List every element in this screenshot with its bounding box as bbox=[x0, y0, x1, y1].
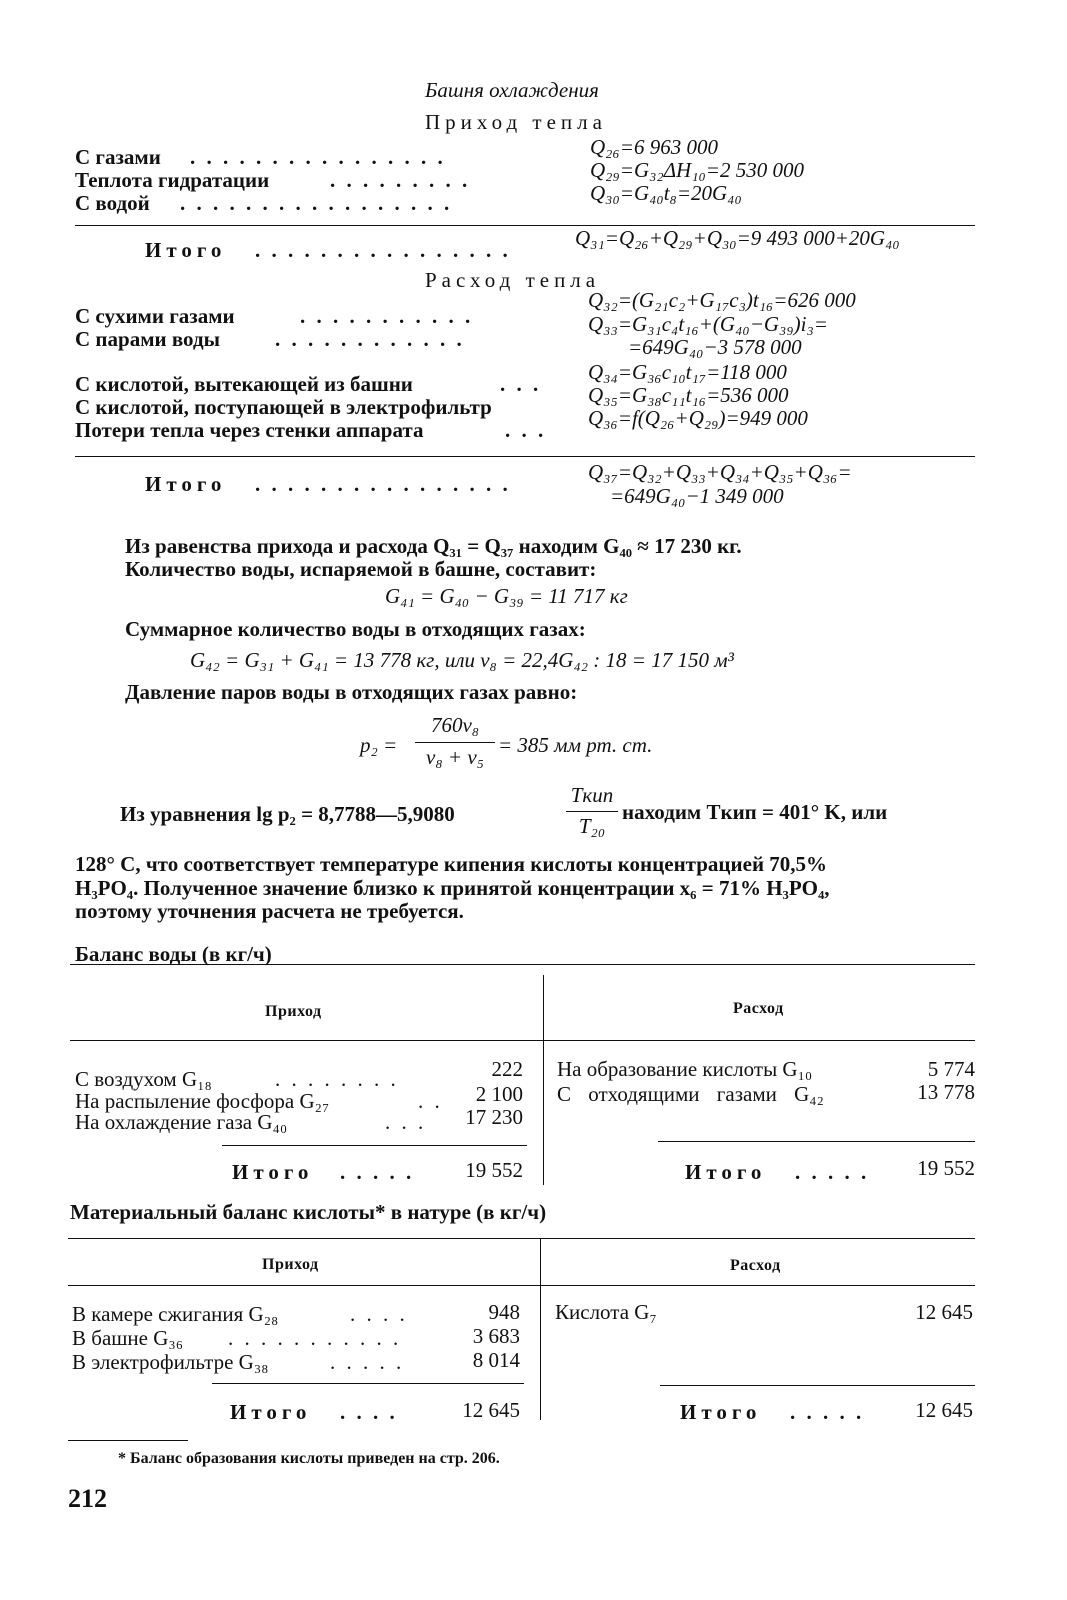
expense-formula-cont: =649G₄₀−3 578 000 bbox=[628, 335, 802, 359]
table-row-label: В электрофильтре G₃₈ bbox=[72, 1350, 269, 1374]
total-value-in: 19 552 bbox=[465, 1158, 523, 1182]
expense-total-formula-cont: =649G₄₀−1 349 000 bbox=[610, 484, 784, 508]
equation-lhs: p₂ = bbox=[360, 733, 398, 757]
leader-dots: . . . . . bbox=[330, 1350, 405, 1374]
table-title: Баланс воды (в кг/ч) bbox=[75, 942, 272, 966]
leader-dots: . . . . . . . . bbox=[275, 1067, 399, 1091]
table-column-divider bbox=[540, 1238, 541, 1420]
expense-label: Потери тепла через стенки аппарата bbox=[75, 418, 424, 442]
fraction-denominator: v₈ + v₅ bbox=[426, 745, 484, 769]
table-row-value: 948 bbox=[488, 1300, 520, 1324]
fraction-numerator: Tкип bbox=[570, 783, 614, 807]
expense-header: Расход тепла bbox=[425, 268, 601, 292]
leader-dots: . . . . . . . . . bbox=[330, 168, 471, 192]
table-top-rule bbox=[70, 964, 975, 965]
paragraph: поэтому уточнения расчета не требуется. bbox=[75, 899, 464, 923]
leader-dots: . . bbox=[418, 1089, 443, 1113]
table-row-label: С воздухом G₁₈ bbox=[75, 1067, 212, 1091]
income-label: С водой bbox=[75, 191, 150, 215]
expense-formula: Q₃₅=G₃₈c₁₁t₁₆=536 000 bbox=[588, 383, 789, 407]
paragraph: 128° С, что соответствует температуре кипения кислоты концентрацией 70,5% bbox=[75, 852, 828, 876]
fraction-denominator: T₂₀ bbox=[578, 814, 606, 838]
subtotal-rule bbox=[660, 1385, 975, 1386]
expense-formula: Q₃₆=f(Q₂₆+Q₂₉)=949 000 bbox=[588, 406, 808, 430]
column-header-out: Расход bbox=[733, 1000, 784, 1017]
equation-rhs: = 385 мм рт. ст. bbox=[498, 733, 653, 757]
table-row-value: 2 100 bbox=[475, 1082, 523, 1106]
leader-dots: . . . . . . . . . . . . . . . . bbox=[255, 238, 511, 262]
footnote-rule bbox=[68, 1440, 188, 1441]
leader-dots: . . . . bbox=[350, 1302, 408, 1326]
table-top-rule bbox=[68, 1238, 975, 1239]
income-label: С газами bbox=[75, 145, 161, 169]
total-label-out: Итого bbox=[680, 1400, 762, 1424]
footnote: * Баланс образования кислоты приведен на стр. 206. bbox=[118, 1450, 500, 1467]
leader-dots: . . . . . . . . . . . bbox=[228, 1326, 402, 1350]
paragraph: Давление паров воды в отходящих газах равно: bbox=[125, 680, 578, 704]
total-value-out: 19 552 bbox=[917, 1156, 975, 1180]
column-header-in: Приход bbox=[265, 1003, 322, 1020]
paragraph: Количество воды, испаряемой в башне, составит: bbox=[125, 557, 597, 581]
leader-dots: . . . . . . . . . . . . . . . . . bbox=[180, 191, 453, 215]
expense-label: С кислотой, вытекающей из башни bbox=[75, 372, 413, 396]
paragraph: Из уравнения lg p₂ = 8,7788—5,9080 bbox=[120, 802, 455, 826]
leader-dots: . . . . . bbox=[790, 1400, 865, 1424]
column-header-out: Расход bbox=[730, 1257, 781, 1274]
leader-dots: . . . . . . . . . . . . . . . . bbox=[190, 145, 446, 169]
total-label-in: Итого bbox=[232, 1160, 314, 1184]
income-total-label: Итого bbox=[145, 238, 227, 262]
expense-label: С парами воды bbox=[75, 327, 220, 351]
column-header-in: Приход bbox=[262, 1256, 319, 1273]
fraction-numerator: 760v₈ bbox=[430, 713, 480, 737]
income-formula: Q₂₆=6 963 000 bbox=[590, 135, 718, 159]
paragraph: находим Tкип = 401° K, или bbox=[622, 800, 888, 824]
leader-dots: . . . bbox=[505, 418, 547, 442]
fraction-bar bbox=[566, 811, 618, 812]
table-row-value: 8 014 bbox=[472, 1348, 520, 1372]
table-row-label: На распыление фосфора G₂₇ bbox=[75, 1089, 330, 1113]
subtotal-rule bbox=[658, 1141, 975, 1142]
fraction-bar bbox=[415, 742, 495, 743]
table-row-value: 5 774 bbox=[927, 1057, 975, 1081]
leader-dots: . . . . . . . . . . . . . . . . bbox=[255, 472, 511, 496]
table-title: Материальный баланс кислоты* в натуре (в кг/ч) bbox=[70, 1200, 547, 1224]
total-value-out: 12 645 bbox=[915, 1398, 973, 1422]
total-label-out: Итого bbox=[685, 1160, 767, 1184]
expense-label: С кислотой, поступающей в электрофильтр bbox=[75, 395, 492, 419]
leader-dots: . . . . . bbox=[340, 1160, 415, 1184]
table-header-rule bbox=[70, 1040, 975, 1041]
expense-total-formula: Q₃₇=Q₃₂+Q₃₃+Q₃₄+Q₃₅+Q₃₆= bbox=[588, 460, 852, 484]
subtotal-rule bbox=[212, 1383, 524, 1384]
table-row-value: 17 230 bbox=[465, 1105, 523, 1129]
income-header: Приход тепла bbox=[425, 110, 607, 134]
leader-dots: . . . bbox=[500, 372, 542, 396]
page-number: 212 bbox=[68, 1484, 107, 1513]
income-formula: Q₂₉=G₃₂ΔH₁₀=2 530 000 bbox=[590, 158, 804, 182]
divider bbox=[75, 456, 975, 457]
table-row-label: Кислота G₇ bbox=[555, 1300, 657, 1324]
paragraph: Суммарное количество воды в отходящих газах: bbox=[125, 617, 586, 641]
leader-dots: . . . . bbox=[340, 1400, 398, 1424]
paragraph: Из равенства прихода и расхода Q₃₁ = Q₃₇ находим G₄₀ ≈ 17 230 кг. bbox=[125, 534, 742, 558]
equation: G₄₂ = G₃₁ + G₄₁ = 13 778 кг, или v₈ = 22,4G₄₂ : 18 = 17 150 м³ bbox=[190, 648, 734, 672]
expense-total-label: Итого bbox=[145, 472, 227, 496]
table-column-divider bbox=[543, 975, 544, 1185]
income-label: Теплота гидратации bbox=[75, 168, 270, 192]
subtotal-rule bbox=[222, 1145, 527, 1146]
total-value-in: 12 645 bbox=[462, 1398, 520, 1422]
section-title: Башня охлаждения bbox=[425, 78, 599, 102]
leader-dots: . . . . . bbox=[795, 1160, 870, 1184]
leader-dots: . . . . . . . . . . . bbox=[300, 304, 474, 328]
expense-label: С сухими газами bbox=[75, 304, 235, 328]
table-row-label: С отходящими газами G₄₂ bbox=[557, 1082, 824, 1106]
leader-dots: . . . bbox=[385, 1110, 427, 1134]
table-row-label: На образование кислоты G₁₀ bbox=[557, 1057, 813, 1081]
leader-dots: . . . . . . . . . . . . bbox=[275, 327, 465, 351]
table-row-label: На охлаждение газа G₄₀ bbox=[75, 1110, 288, 1134]
expense-formula: Q₃₃=G₃₁c₄t₁₆+(G₄₀−G₃₉)i₃= bbox=[588, 312, 828, 336]
income-formula: Q₃₀=G₄₀t₈=20G₄₀ bbox=[590, 181, 742, 205]
table-row-label: В камере сжигания G₂₈ bbox=[72, 1302, 279, 1326]
table-row-value: 3 683 bbox=[472, 1324, 520, 1348]
paragraph: H₃PO₄. Полученное значение близко к принятой концентрации x₆ = 71% H₃PO₄, bbox=[75, 876, 830, 900]
table-header-rule bbox=[68, 1285, 975, 1286]
expense-formula: Q₃₂=(G₂₁c₂+G₁₇c₃)t₁₆=626 000 bbox=[588, 288, 856, 312]
table-row-value: 222 bbox=[491, 1057, 523, 1081]
equation: G₄₁ = G₄₀ − G₃₉ = 11 717 кг bbox=[385, 584, 628, 608]
table-row-value: 13 778 bbox=[917, 1080, 975, 1104]
table-row-value: 12 645 bbox=[915, 1300, 973, 1324]
table-row-label: В башне G₃₆ bbox=[72, 1326, 184, 1350]
income-total-formula: Q₃₁=Q₂₆+Q₂₉+Q₃₀=9 493 000+20G₄₀ bbox=[575, 226, 900, 250]
total-label-in: Итого bbox=[230, 1400, 312, 1424]
expense-formula: Q₃₄=G₃₆c₁₀t₁₇=118 000 bbox=[588, 360, 787, 384]
